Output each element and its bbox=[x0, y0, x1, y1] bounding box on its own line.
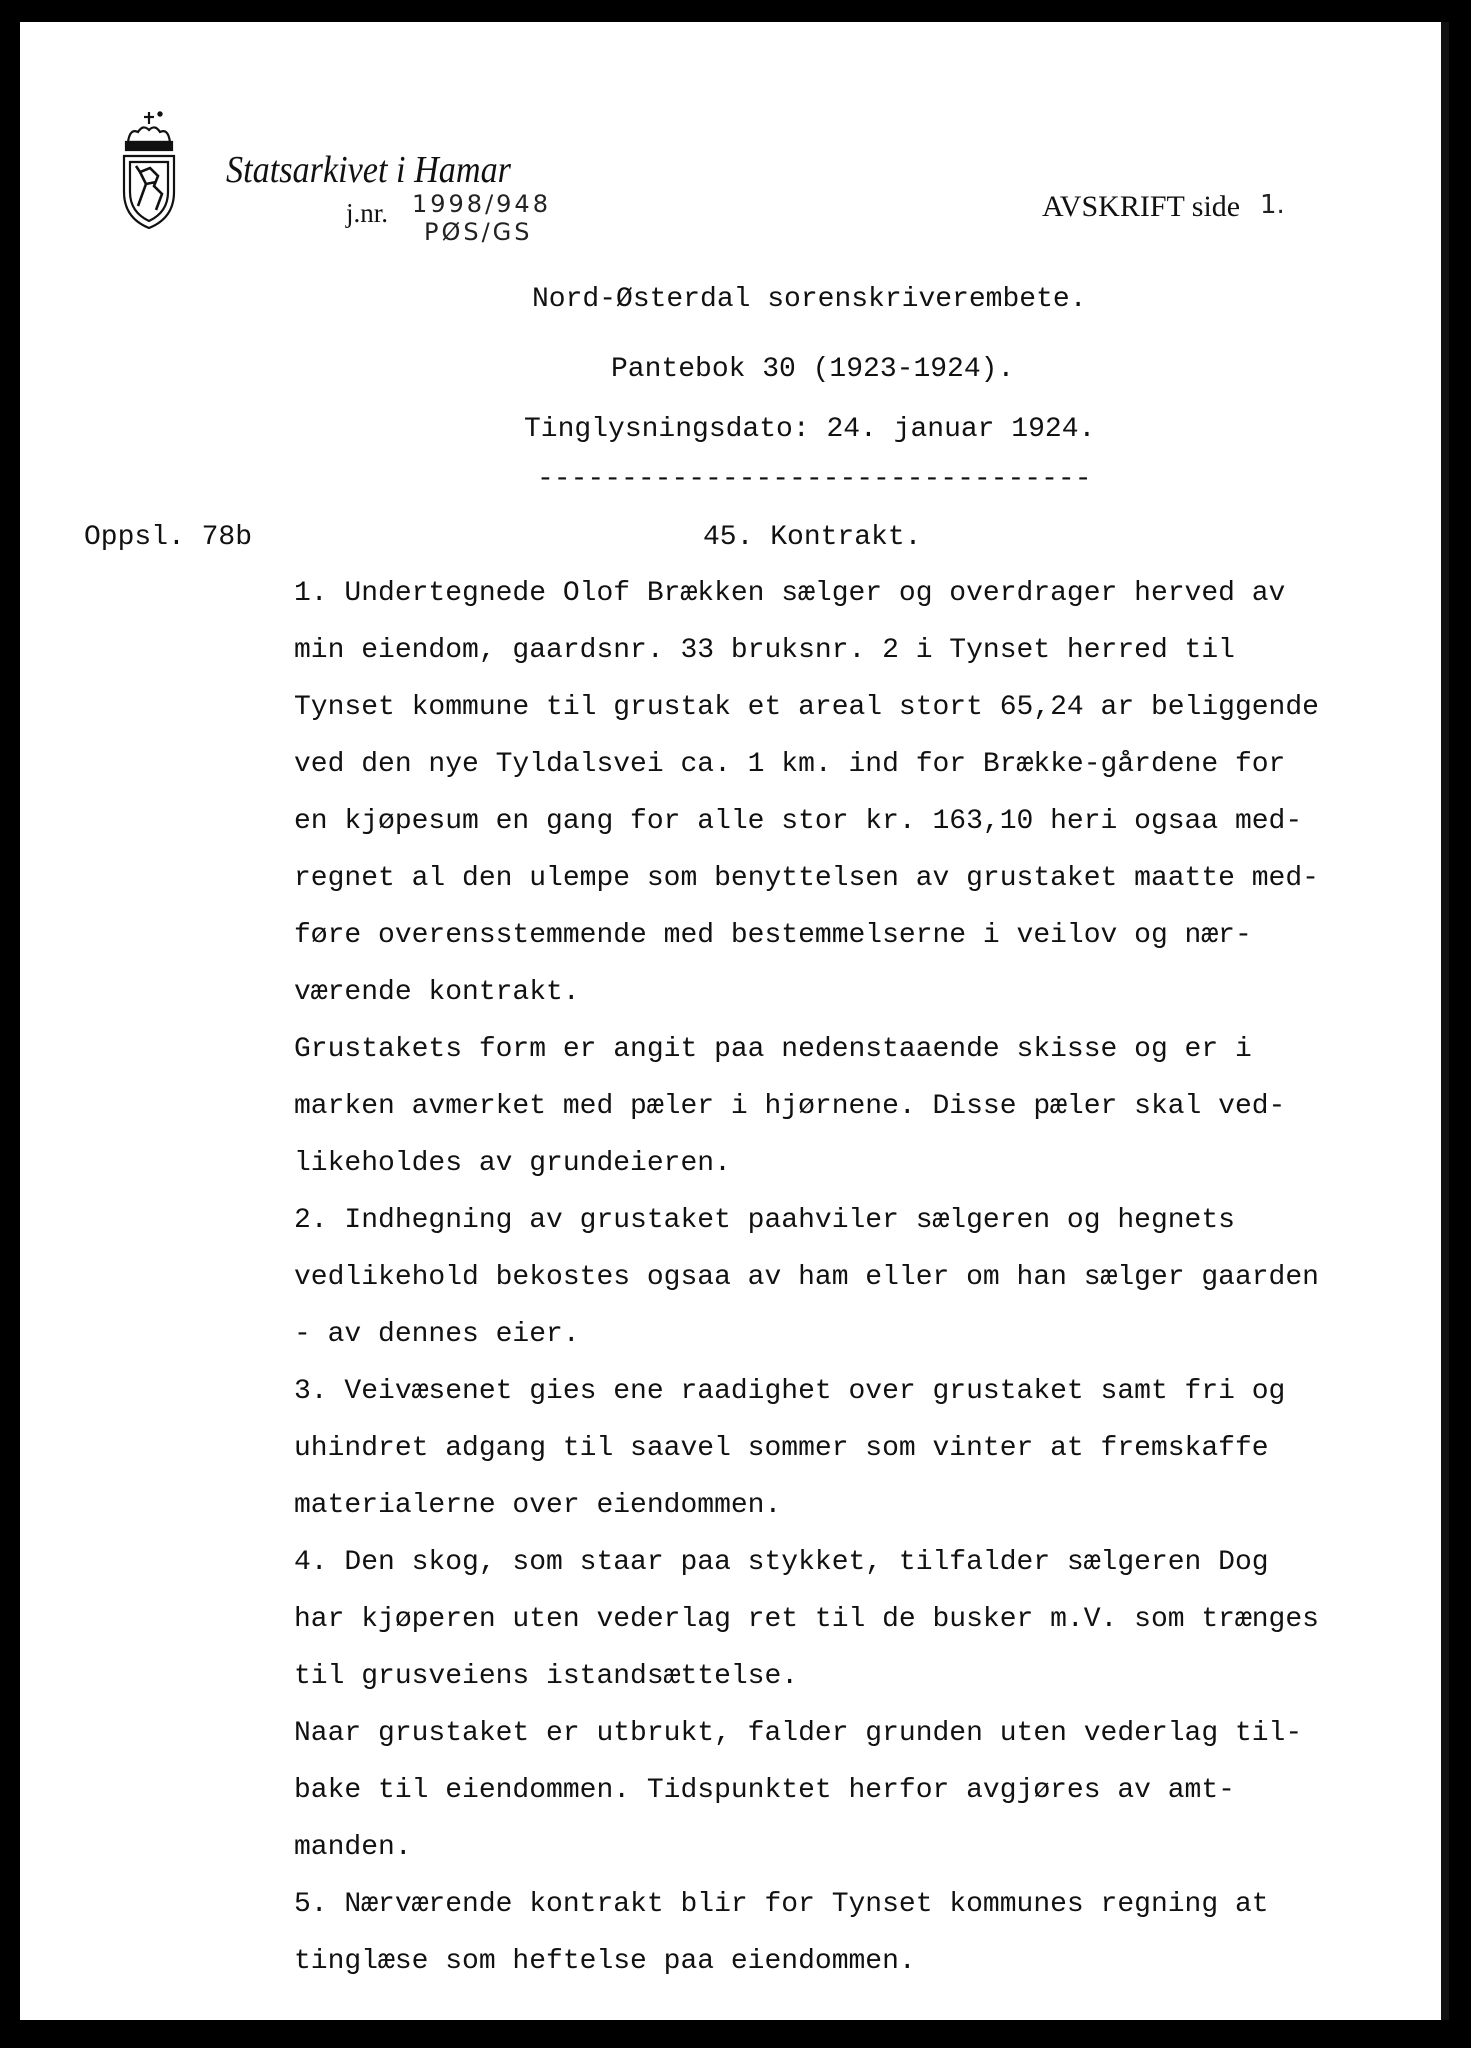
body-line: har kjøperen uten vederlag ret til de busker m.V. som trænges bbox=[294, 1604, 1319, 1635]
body-line: 4. Den skog, som staar paa stykket, tilfalder sælgeren Dog bbox=[294, 1547, 1269, 1578]
margin-note: Oppsl. 78b bbox=[84, 522, 253, 553]
office-heading: Nord-Østerdal sorenskriverembete. bbox=[532, 284, 1087, 315]
body-line: en kjøpesum en gang for alle stor kr. 163,10 heri ogsaa med- bbox=[294, 806, 1303, 837]
body-line: marken avmerket med pæler i hjørnene. Disse pæler skal ved- bbox=[294, 1091, 1286, 1122]
body-line: tinglæse som heftelse paa eiendommen. bbox=[294, 1946, 916, 1977]
body-line: 1. Undertegnede Olof Brækken sælger og overdrager herved av bbox=[294, 578, 1286, 609]
book-heading: Pantebok 30 (1923-1924). bbox=[611, 354, 1015, 385]
body-line: Grustakets form er angit paa nedenstaaende skisse og er i bbox=[294, 1034, 1252, 1065]
journal-number: 1998/948 bbox=[412, 190, 551, 218]
body-line: Naar grustaket er utbrukt, falder grunden uten vederlag til- bbox=[294, 1718, 1303, 1749]
body-line: likeholdes av grundeieren. bbox=[294, 1148, 731, 1179]
document-page bbox=[20, 22, 1449, 2020]
body-line: 3. Veivæsenet gies ene raadighet over grustaket samt fri og bbox=[294, 1376, 1286, 1407]
body-line: bake til eiendommen. Tidspunktet herfor avgjøres av amt- bbox=[294, 1775, 1235, 1806]
page-number: 1. bbox=[1260, 190, 1285, 220]
scan-edge bbox=[1441, 22, 1449, 2020]
body-line: værende kontrakt. bbox=[294, 977, 580, 1008]
institution-name: Statsarkivet i Hamar bbox=[226, 149, 511, 191]
body-line: materialerne over eiendommen. bbox=[294, 1490, 782, 1521]
body-line: vedlikehold bekostes ogsaa av ham eller om han sælger gaarden bbox=[294, 1262, 1319, 1293]
body-line: ved den nye Tyldalsvei ca. 1 km. ind for Brække-gårdene for bbox=[294, 749, 1286, 780]
date-heading: Tinglysningsdato: 24. januar 1924. bbox=[524, 414, 1096, 445]
body-line: min eiendom, gaardsnr. 33 bruksnr. 2 i Tynset herred til bbox=[294, 635, 1235, 666]
body-line: 2. Indhegning av grustaket paahviler sælgeren og hegnets bbox=[294, 1205, 1235, 1236]
body-line: føre overensstemmende med bestemmelserne i veilov og nær- bbox=[294, 920, 1252, 951]
body-line: manden. bbox=[294, 1832, 412, 1863]
body-line: - av dennes eier. bbox=[294, 1319, 580, 1350]
heading-rule: --------------------------------- bbox=[537, 464, 1092, 495]
journal-code: PØS/GS bbox=[424, 218, 533, 246]
coat-of-arms-icon bbox=[116, 106, 182, 234]
body-line: til grusveiens istandsættelse. bbox=[294, 1661, 799, 1692]
section-title: 45. Kontrakt. bbox=[703, 522, 922, 553]
avskrift-label: AVSKRIFT side bbox=[1042, 190, 1241, 223]
body-line: Tynset kommune til grustak et areal stort 65,24 ar beliggende bbox=[294, 692, 1319, 723]
body-line: 5. Nærværende kontrakt blir for Tynset kommunes regning at bbox=[294, 1889, 1269, 1920]
journal-number-label: j.nr. bbox=[346, 198, 389, 228]
body-line: regnet al den ulempe som benyttelsen av grustaket maatte med- bbox=[294, 863, 1319, 894]
body-line: uhindret adgang til saavel sommer som vinter at fremskaffe bbox=[294, 1433, 1269, 1464]
